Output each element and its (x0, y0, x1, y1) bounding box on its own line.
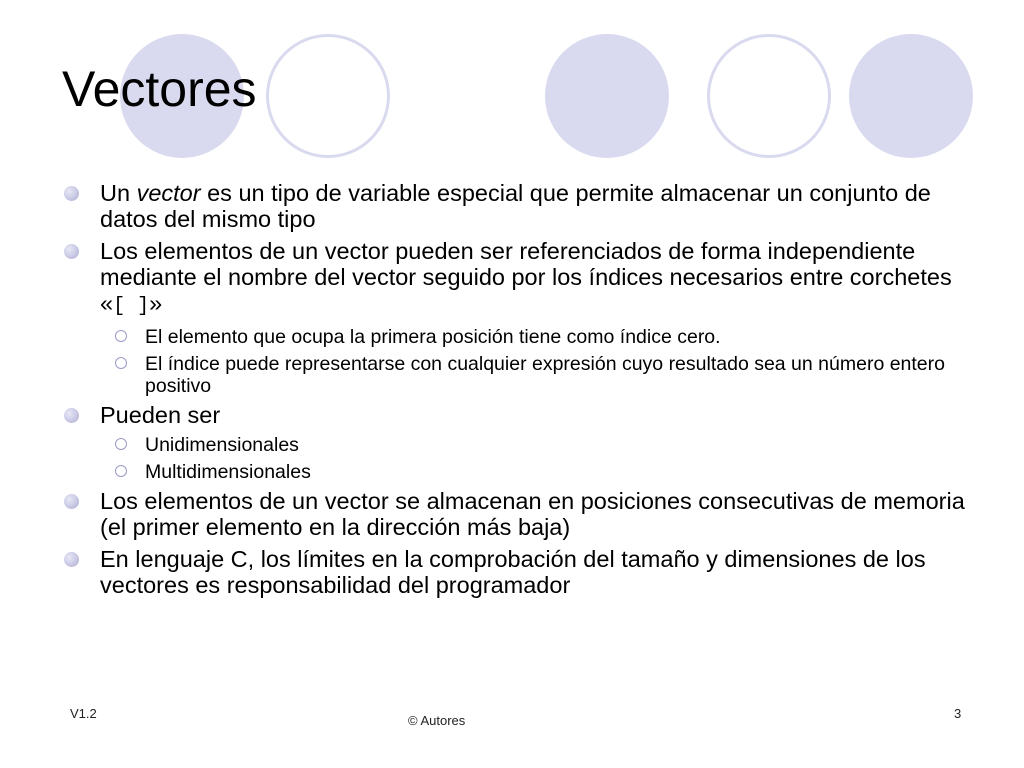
sub-bullet-index-expression (62, 353, 972, 397)
bullet-text: En lenguaje C, los límites en la comprobación del tamaño y dimensiones de los vectores es responsabilidad del programador (100, 546, 926, 598)
sub-bullet-text: El elemento que ocupa la primera posición tiene como índice cero. (145, 326, 721, 348)
sub-bullet-icon (115, 357, 127, 369)
bullet-text-pre: Un (100, 180, 137, 206)
decorative-circle-2 (266, 34, 390, 158)
bullet-text-post: es un tipo de variable especial que permite almacenar un conjunto de datos del mismo tipo (100, 180, 931, 232)
bullet-code-brackets: [ ] (113, 295, 150, 318)
sub-bullet-text: Unidimensionales (145, 434, 299, 456)
bullet-text-post: » (149, 290, 163, 316)
sub-bullet-multidimensional (62, 461, 972, 483)
sub-bullet-text: Multidimensionales (145, 461, 311, 483)
bullet-element-reference (62, 238, 972, 320)
decorative-circle-5 (849, 34, 973, 158)
bullet-vector-definition (62, 180, 972, 232)
decorative-circle-4 (707, 34, 831, 158)
sub-bullet-icon (115, 438, 127, 450)
bullet-icon (64, 494, 79, 509)
bullet-icon (64, 244, 79, 259)
bullet-bounds-checking (62, 546, 972, 598)
sub-bullet-unidimensional (62, 434, 972, 456)
sub-bullet-text: El índice puede representarse con cualquier expresión cuyo resultado sea un número entero positivo (145, 353, 945, 397)
bullet-icon (64, 552, 79, 567)
sub-bullet-icon (115, 465, 127, 477)
decorative-circle-3 (545, 34, 669, 158)
slide-content (62, 180, 972, 604)
bullet-text-pre: Los elementos de un vector pueden ser referenciados de forma independiente mediante el nombre del vector seguido por los índices necesarios entre corchetes « (100, 238, 952, 316)
slide-title: Vectores (62, 61, 257, 117)
footer-copyright: © Autores (408, 713, 466, 728)
footer-page-number: 3 (954, 706, 962, 721)
footer-version: V1.2 (70, 706, 97, 721)
bullet-icon (64, 186, 79, 201)
sub-bullet-icon (115, 330, 127, 342)
sub-bullet-index-zero (62, 326, 972, 348)
bullet-memory-storage (62, 488, 972, 540)
bullet-icon (64, 408, 79, 423)
bullet-text: Los elementos de un vector se almacenan en posiciones consecutivas de memoria (el primer elemento en la dirección más baja) (100, 488, 965, 540)
bullet-text: Pueden ser (100, 402, 221, 428)
bullet-text-emphasis: vector (136, 180, 201, 206)
bullet-can-be (62, 402, 972, 428)
